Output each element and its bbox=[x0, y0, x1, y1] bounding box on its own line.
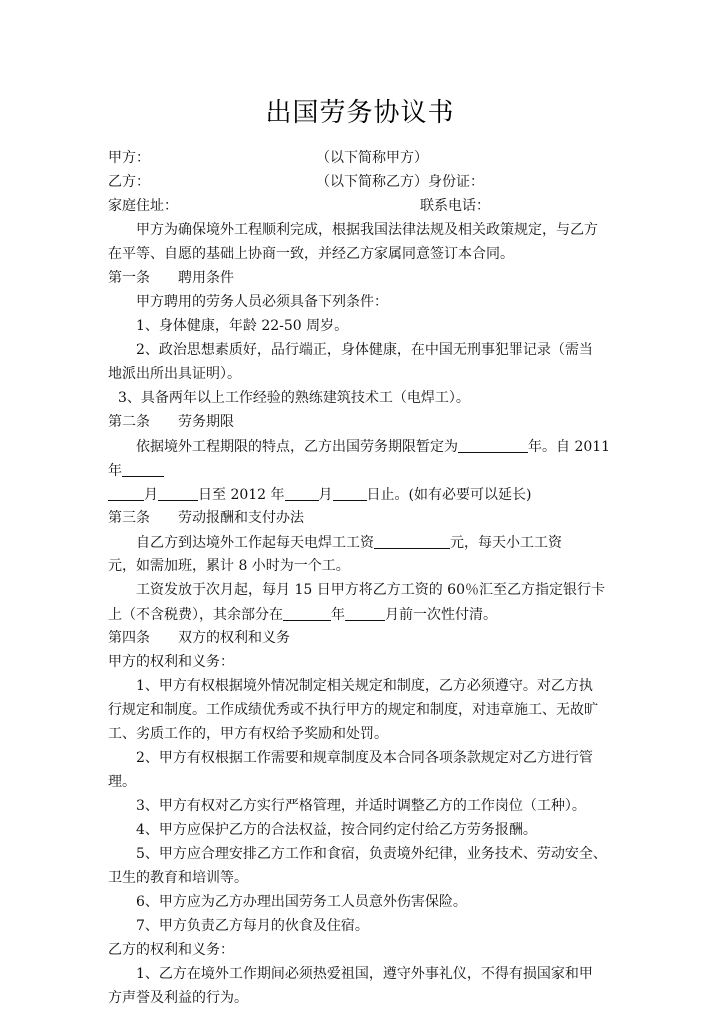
text-span: 年 bbox=[108, 463, 122, 479]
article-number: 第一条 bbox=[108, 270, 150, 286]
paragraph-line bbox=[108, 484, 531, 505]
section-heading: 甲方的权利和义务： bbox=[108, 654, 234, 670]
yi-note: （以下简称乙方）身份证： bbox=[316, 174, 484, 190]
text-span: 月 bbox=[318, 487, 333, 503]
paragraph-line: 甲方聘用的劳务人员必须具备下列条件： bbox=[136, 294, 388, 310]
party-yi-line bbox=[108, 172, 484, 192]
text-span: 日至 2012 年 bbox=[198, 487, 285, 503]
paragraph-line: 工资发放于次月起，每月 15 日甲方将乙方工资的 60％汇至乙方指定银行卡 bbox=[136, 582, 605, 598]
list-item: 7、甲方负责乙方每月的伙食及住宿。 bbox=[136, 918, 369, 934]
text-span: 月 bbox=[144, 487, 158, 503]
jia-note: （以下简称甲方） bbox=[316, 150, 428, 166]
blank-end-day bbox=[333, 484, 367, 501]
paragraph-line bbox=[108, 604, 497, 625]
text-span: 年。自 2011 bbox=[528, 439, 611, 455]
blank-end-month bbox=[285, 484, 319, 501]
article-title: 劳动报酬和支付办法 bbox=[178, 510, 304, 526]
address-label: 家庭住址： bbox=[108, 198, 178, 214]
article-heading bbox=[108, 508, 304, 528]
list-item-continued: 方声誉及利益的行为。 bbox=[108, 990, 248, 1006]
blank-payoff-month bbox=[345, 604, 385, 621]
address-line bbox=[108, 196, 490, 216]
text-span: 上（不含税费），其余部分在 bbox=[108, 607, 283, 623]
list-item: 1、甲方有权根据境外情况制定相关规定和制度，乙方必须遵守。对乙方执 bbox=[136, 678, 593, 694]
article-number: 第三条 bbox=[108, 510, 150, 526]
yi-label: 乙方： bbox=[108, 174, 150, 190]
list-item: 5、甲方应合理安排乙方工作和食宿，负责境外纪律，业务技术、劳动安全、 bbox=[136, 846, 607, 862]
list-item: 3、甲方有权对乙方实行严格管理，并适时调整乙方的工作岗位（工种）。 bbox=[136, 798, 586, 814]
article-title: 聘用条件 bbox=[178, 270, 234, 286]
list-item-continued: 理。 bbox=[108, 774, 136, 790]
document-title: 出国劳务协议书 bbox=[265, 98, 455, 128]
list-item: 2、甲方有权根据工作需要和规章制度及本合同各项条款规定对乙方进行管 bbox=[136, 750, 593, 766]
article-heading bbox=[108, 268, 234, 288]
article-number: 第四条 bbox=[108, 630, 150, 646]
phone-label: 联系电话： bbox=[420, 198, 490, 214]
intro-line: 甲方为确保境外工程顺利完成，根据我国法律法规及相关政策规定，与乙方 bbox=[136, 222, 598, 238]
party-jia-line bbox=[108, 148, 428, 168]
blank-payoff-year bbox=[283, 604, 331, 621]
text-span: 月前一次性付清。 bbox=[385, 607, 497, 623]
article-title: 双方的权利和义务 bbox=[178, 630, 290, 646]
list-item-continued: 工、劣质工作的，甲方有权给予奖励和处罚。 bbox=[108, 726, 388, 742]
paragraph-line bbox=[136, 436, 610, 457]
list-item: 1、乙方在境外工作期间必须热爱祖国，遵守外事礼仪，不得有损国家和甲 bbox=[136, 966, 593, 982]
paragraph-line bbox=[108, 460, 164, 481]
article-heading bbox=[108, 628, 290, 648]
text-span: 自乙方到达境外工作起每天电焊工工资 bbox=[136, 535, 374, 551]
article-heading bbox=[108, 412, 234, 432]
paragraph-line bbox=[136, 532, 562, 553]
blank-start-month bbox=[108, 484, 144, 501]
paragraph-line: 元，如需加班，累计 8 小时为一个工。 bbox=[108, 558, 350, 574]
list-item: 3、具备两年以上工作经验的熟练建筑技术工（电焊工）。 bbox=[118, 390, 470, 406]
text-span: 年 bbox=[331, 607, 345, 623]
text-span: 元，每天小工工资 bbox=[450, 535, 562, 551]
text-span: 日止。(如有必要可以延长) bbox=[366, 487, 532, 503]
list-item-continued: 行规定和制度。工作成绩优秀或不执行甲方的规定和制度，对违章施工、无故旷 bbox=[108, 702, 598, 718]
section-heading: 乙方的权利和义务： bbox=[108, 942, 234, 958]
blank-start-day bbox=[158, 484, 198, 501]
article-title: 劳务期限 bbox=[178, 414, 234, 430]
list-item: 1、身体健康，年龄 22-50 周岁。 bbox=[136, 318, 349, 334]
intro-line: 在平等、自愿的基础上协商一致，并经乙方家属同意签订本合同。 bbox=[108, 246, 514, 262]
blank-start-month bbox=[122, 460, 164, 477]
list-item: 2、政治思想素质好，品行端正，身体健康，在中国无刑事犯罪记录（需当 bbox=[136, 342, 593, 358]
blank-welder-wage bbox=[374, 532, 450, 549]
list-item-continued: 卫生的教育和培训等。 bbox=[108, 870, 248, 886]
blank-term-years bbox=[458, 436, 528, 453]
list-item-continued: 地派出所出具证明）。 bbox=[108, 366, 241, 382]
text-span: 依据境外工程期限的特点，乙方出国劳务期限暂定为 bbox=[136, 439, 458, 455]
jia-label: 甲方： bbox=[108, 150, 150, 166]
article-number: 第二条 bbox=[108, 414, 150, 430]
list-item: 6、甲方应为乙方办理出国劳务工人员意外伤害保险。 bbox=[136, 894, 467, 910]
list-item: 4、甲方应保护乙方的合法权益，按合同约定付给乙方劳务报酬。 bbox=[136, 822, 537, 838]
